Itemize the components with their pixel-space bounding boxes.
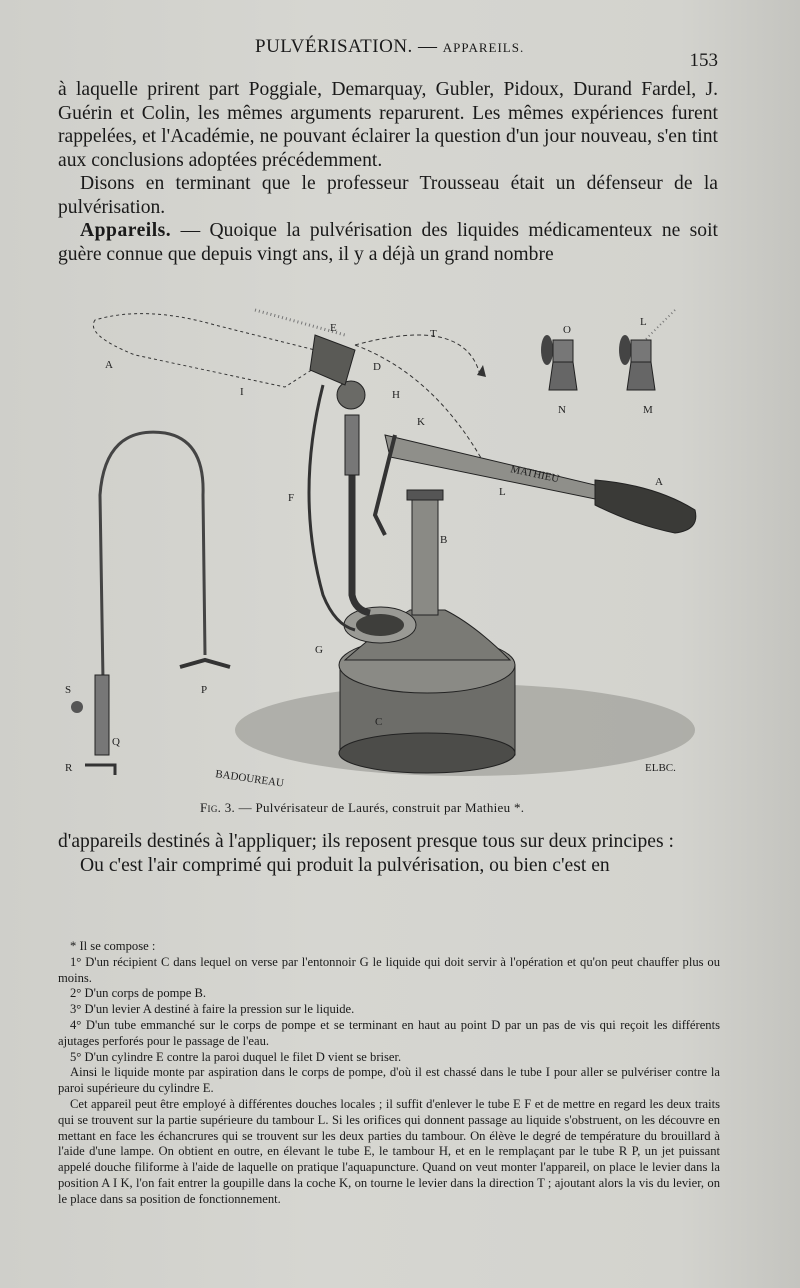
note-item: 3° D'un levier A destiné à faire la pression sur le liquide. [70,1002,355,1017]
lever-stamp: MATHIEU [509,463,561,486]
figure-caption: Fig. 3. — Pulvérisateur de Laurés, construit par Mathieu *. [200,800,525,815]
label-d: D [373,361,381,373]
label-l2: L [499,486,506,498]
label-r: R [65,762,73,774]
body-text-top [58,78,718,266]
label-o: O [563,324,571,336]
engraver-left: BADOUREAU [214,768,285,790]
label-k: K [417,416,425,428]
note-item: 1° D'un récipient C dans lequel on verse par l'entonnoir G le liquide qui doit servir à l'opération et qu'on peut chauffer plus ou moins. [58,954,720,985]
label-e: E [330,322,337,334]
footnotes [58,939,720,1208]
label-b: B [440,534,448,546]
section-heading: Appareils. [80,220,172,241]
note-item: 4° D'un tube emmanché sur le corps de pompe et se terminant en haut au point D par un pas de vis qui reçoit les différents ajutages perforés pour le passage de l'eau. [58,1017,720,1048]
paragraph: Appareils. — Quoique la pulvérisation des liquides médicamenteux ne soit guère connue que depuis vingt ans, il y a déjà un grand nombre [58,220,718,265]
running-header [60,36,720,71]
paragraph: à laquelle prirent part Poggiale, Demarquay, Gubler, Pidoux, Durand Fardel, J. Guérin et Colin, les mêmes arguments reparurent. Les mêmes expériences furent rappelées, et l'Académie, ne pouvant éclairer la question d'un jour nouveau, s'en tint aux conclusions adoptées précédemment. [58,79,718,171]
body-text-bottom [58,830,718,877]
nozzle-l-m [619,335,655,390]
paragraph: d'appareils destinés à l'appliquer; ils reposent presque tous sur deux principes : [58,831,674,852]
label-p: P [201,684,208,696]
running-title: PULVÉRISATION. — APPAREILS. [255,36,525,57]
paragraph: Disons en terminant que le professeur Trousseau était un défenseur de la pulvérisation. [58,173,718,218]
label-i: I [240,386,244,398]
note-paragraph: Ainsi le liquide monte par aspiration dans le corps de pompe, d'où il est chassé dans le tube I pour aller se pulvériser contre la paroi supérieure du cylindre E. [58,1065,720,1096]
label-g: G [315,644,323,656]
note-item: 5° D'un cylindre E contre la paroi duquel le filet D vient se briser. [70,1049,402,1064]
label-n: N [558,404,566,416]
label-s: S [65,684,72,696]
label-f: F [288,492,295,504]
label-a2: A [655,476,663,488]
label-a1: A [105,359,113,371]
figure-number: Fig. 3. [200,800,236,815]
apparatus-engraving [55,295,745,795]
note-intro: * Il se compose : [70,939,156,953]
label-h: H [392,389,400,401]
note-paragraph: Cet appareil peut être employé à différentes douches locales ; il suffit d'enlever le tube E F et de mettre en regard les deux traits qui se trouvent sur la partie supérieure du tambour L. Si les orifices qui donnent passage au liquide s'obstruent, on les découvre en mettant en face les échancrures qui se trouvent sur les deux parties du tambour. On élève le degré de température du brouillard à l'aide d'une lampe. On obtient en outre, en élevant le tube E, le tambour H, et en le remplaçant par le tube R P, un jet puissant appelé douche filiforme à l'aide de laquelle on pratique l'aquapuncture. Quand on veut monter l'appareil, on place le levier dans la position A I K, l'on fait entrer la goupille dans la coche K, on tourne le levier dans la direction T ; ajoutant alors la vis du levier, on le place dans sa position de fonctionnement. [58,1096,720,1206]
label-q: Q [112,736,120,748]
engraver-right: ELBC. [645,762,676,774]
label-m: M [643,404,653,416]
paragraph: Ou c'est l'air comprimé qui produit la pulvérisation, ou bien c'est en [80,854,610,876]
page-number: 153 [689,50,718,71]
label-c: C [375,716,383,728]
note-item: 2° D'un corps de pompe B. [70,986,207,1001]
label-l1: L [640,316,647,328]
nozzle-o-n [541,335,577,390]
label-t: T [430,328,437,340]
